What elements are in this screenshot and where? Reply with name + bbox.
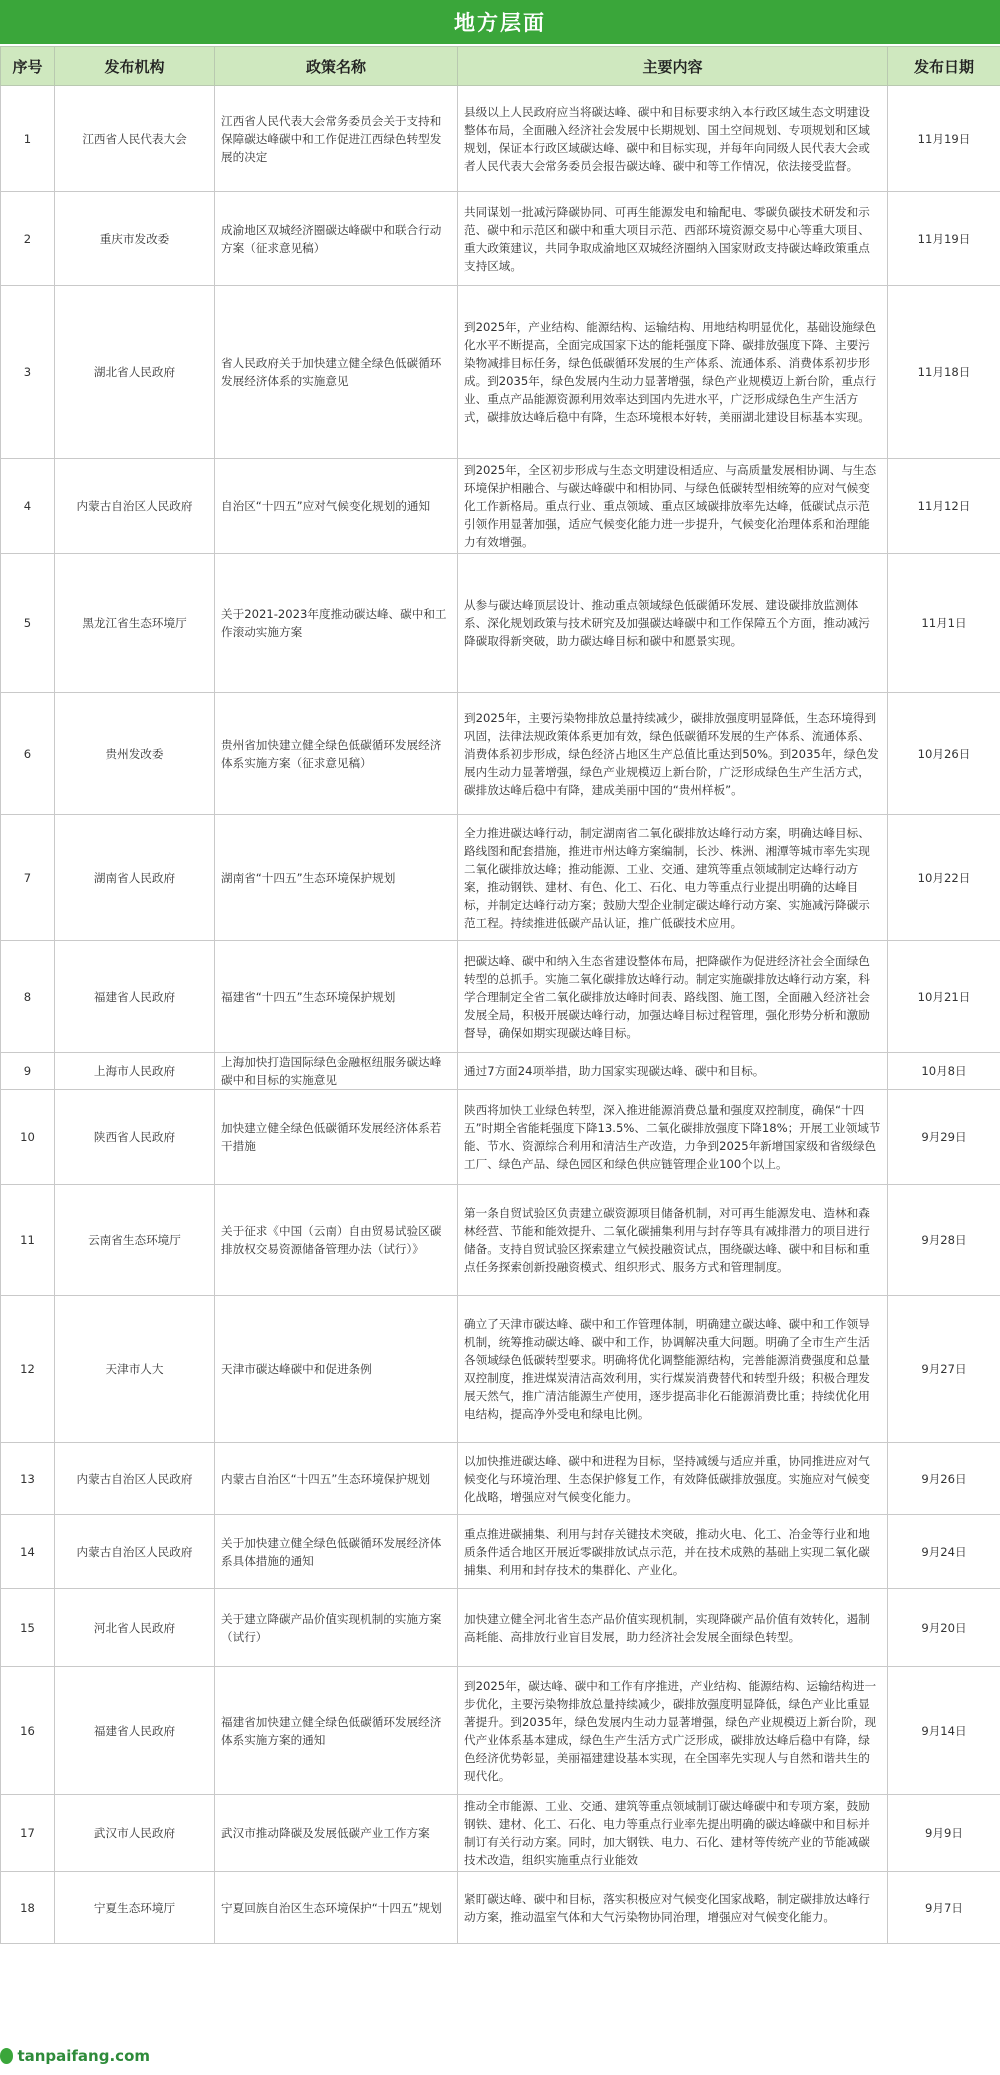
table-row	[1, 1443, 1000, 1515]
row-number: 14	[1, 1515, 55, 1589]
table-row	[1, 459, 1000, 554]
policy-name-cell: 湖南省“十四五”生态环境保护规划	[215, 815, 458, 941]
table-row	[1, 554, 1000, 693]
table-row	[1, 1296, 1000, 1443]
row-number: 2	[1, 192, 55, 286]
content-cell: 到2025年，碳达峰、碳中和工作有序推进，产业结构、能源结构、运输结构进一步优化，主要污染物排放总量持续减少，碳排放强度明显降低，绿色产业比重显著提升。到2035年，绿色发展内生动力显著增强，绿色产业规模迈上新台阶，现代产业体系基本建成，绿色生产生活方式广泛形成，碳排放达峰后稳中有降，绿色经济优势彰显，美丽福建建设基本实现，在全国率先实现人与自然和谐共生的现代化。	[458, 1667, 888, 1795]
publisher-cell: 贵州发改委	[55, 693, 215, 815]
content-cell: 陕西将加快工业绿色转型，深入推进能源消费总量和强度双控制度，确保“十四五”时期全省能耗强度下降13.5%、二氧化碳排放强度下降18%；开展工业领域节能、节水、资源综合利用和清洁生产改造，力争到2025年新增国家级和省级绿色工厂、绿色产品、绿色园区和绿色供应链管理企业100个以上。	[458, 1090, 888, 1185]
policy-name-cell: 省人民政府关于加快建立健全绿色低碳循环发展经济体系的实施意见	[215, 286, 458, 459]
publisher-cell: 黑龙江省生态环境厅	[55, 554, 215, 693]
content-cell: 全力推进碳达峰行动，制定湖南省二氧化碳排放达峰行动方案，明确达峰目标、路线图和配套措施，推进市州达峰方案编制，长沙、株洲、湘潭等城市率先实现二氧化碳排放达峰；推动能源、工业、交通、建筑等重点领域制定达峰行动方案，推动钢铁、建材、有色、化工、石化、电力等重点行业提出明确的达峰目标，并制定达峰行动方案；鼓励大型企业制定碳达峰行动方案、实施减污降碳示范工程。持续推进低碳产品认证，推广低碳技术应用。	[458, 815, 888, 941]
publisher-cell: 云南省生态环境厅	[55, 1185, 215, 1296]
policy-name-cell: 关于加快建立健全绿色低碳循环发展经济体系具体措施的通知	[215, 1515, 458, 1589]
leaf-icon	[0, 2048, 13, 2064]
table-row	[1, 1872, 1000, 1944]
row-number: 6	[1, 693, 55, 815]
table-row	[1, 86, 1000, 192]
date-cell: 11月1日	[888, 554, 1000, 693]
table-row	[1, 941, 1000, 1053]
publisher-cell: 上海市人民政府	[55, 1053, 215, 1090]
date-cell: 9月20日	[888, 1589, 1000, 1667]
date-cell: 9月27日	[888, 1296, 1000, 1443]
policy-name-cell: 关于建立降碳产品价值实现机制的实施方案（试行）	[215, 1589, 458, 1667]
publisher-cell: 陕西省人民政府	[55, 1090, 215, 1185]
policy-name-cell: 福建省加快建立健全绿色低碳循环发展经济体系实施方案的通知	[215, 1667, 458, 1795]
date-cell: 9月7日	[888, 1872, 1000, 1944]
policy-table	[0, 46, 1000, 1944]
header-date: 发布日期	[888, 47, 1000, 86]
header-no: 序号	[1, 47, 55, 86]
date-cell: 11月19日	[888, 192, 1000, 286]
content-cell: 县级以上人民政府应当将碳达峰、碳中和目标要求纳入本行政区域生态文明建设整体布局，全面融入经济社会发展中长期规划、国土空间规划、专项规划和区域规划，保证本行政区域碳达峰、碳中和目标实现，并每年向同级人民代表大会或者人民代表大会常务委员会报告碳达峰、碳中和等工作情况，依法接受监督。	[458, 86, 888, 192]
row-number: 16	[1, 1667, 55, 1795]
date-cell: 9月26日	[888, 1443, 1000, 1515]
row-number: 4	[1, 459, 55, 554]
table-row	[1, 1795, 1000, 1872]
publisher-cell: 天津市人大	[55, 1296, 215, 1443]
row-number: 12	[1, 1296, 55, 1443]
publisher-cell: 内蒙古自治区人民政府	[55, 459, 215, 554]
policy-name-cell: 关于2021-2023年度推动碳达峰、碳中和工作滚动实施方案	[215, 554, 458, 693]
row-number: 1	[1, 86, 55, 192]
content-cell: 确立了天津市碳达峰、碳中和工作管理体制，明确建立碳达峰、碳中和工作领导机制，统筹推动碳达峰、碳中和工作，协调解决重大问题。明确了全市生产生活各领域绿色低碳转型要求。明确将优化调整能源结构，完善能源消费强度和总量双控制度，推进煤炭清洁高效利用，实行煤炭消费替代和转型升级；积极合理发展天然气，推广清洁能源生产使用，逐步提高非化石能源消费比重；持续优化用电结构，提高净外受电和绿电比例。	[458, 1296, 888, 1443]
content-cell: 以加快推进碳达峰、碳中和进程为目标，坚持减缓与适应并重，协同推进应对气候变化与环境治理、生态保护修复工作，有效降低碳排放强度。实施应对气候变化战略，增强应对气候变化能力。	[458, 1443, 888, 1515]
row-number: 9	[1, 1053, 55, 1090]
table-row	[1, 1589, 1000, 1667]
row-number: 8	[1, 941, 55, 1053]
date-cell: 9月9日	[888, 1795, 1000, 1872]
date-cell: 9月29日	[888, 1090, 1000, 1185]
publisher-cell: 内蒙古自治区人民政府	[55, 1443, 215, 1515]
watermark-text: tanpaifang.com	[17, 2047, 150, 2065]
row-number: 11	[1, 1185, 55, 1296]
content-cell: 推动全市能源、工业、交通、建筑等重点领域制订碳达峰碳中和专项方案，鼓励钢铁、建材、化工、石化、电力等重点行业率先提出明确的碳达峰碳中和目标并制订有关行动方案。同时，加大钢铁、电力、石化、建材等传统产业的节能减碳技术改造，组织实施重点行业能效	[458, 1795, 888, 1872]
policy-name-cell: 贵州省加快建立健全绿色低碳循环发展经济体系实施方案（征求意见稿）	[215, 693, 458, 815]
publisher-cell: 宁夏生态环境厅	[55, 1872, 215, 1944]
policy-name-cell: 江西省人民代表大会常务委员会关于支持和保障碳达峰碳中和工作促进江西绿色转型发展的决定	[215, 86, 458, 192]
publisher-cell: 福建省人民政府	[55, 941, 215, 1053]
policy-name-cell: 武汉市推动降碳及发展低碳产业工作方案	[215, 1795, 458, 1872]
table-row	[1, 1090, 1000, 1185]
content-cell: 从参与碳达峰顶层设计、推动重点领域绿色低碳循环发展、建设碳排放监测体系、深化规划政策与技术研究及加强碳达峰碳中和工作保障五个方面，推动减污降碳取得新突破，助力碳达峰目标和碳中和愿景实现。	[458, 554, 888, 693]
header-content: 主要内容	[458, 47, 888, 86]
header-org: 发布机构	[55, 47, 215, 86]
policy-name-cell: 天津市碳达峰碳中和促进条例	[215, 1296, 458, 1443]
table-row	[1, 1515, 1000, 1589]
header-name: 政策名称	[215, 47, 458, 86]
policy-name-cell: 关于征求《中国（云南）自由贸易试验区碳排放权交易资源储备管理办法（试行）》	[215, 1185, 458, 1296]
publisher-cell: 福建省人民政府	[55, 1667, 215, 1795]
content-cell: 第一条自贸试验区负责建立碳资源项目储备机制，对可再生能源发电、造林和森林经营、节能和能效提升、二氧化碳捕集利用与封存等具有减排潜力的项目进行储备。支持自贸试验区探索建立气候投融资试点，围绕碳达峰、碳中和目标和重点任务探索创新投融资模式、组织形式、服务方式和管理制度。	[458, 1185, 888, 1296]
publisher-cell: 河北省人民政府	[55, 1589, 215, 1667]
row-number: 5	[1, 554, 55, 693]
row-number: 17	[1, 1795, 55, 1872]
content-cell: 紧盯碳达峰、碳中和目标，落实积极应对气候变化国家战略，制定碳排放达峰行动方案，推动温室气体和大气污染物协同治理，增强应对气候变化能力。	[458, 1872, 888, 1944]
date-cell: 9月28日	[888, 1185, 1000, 1296]
row-number: 18	[1, 1872, 55, 1944]
policy-name-cell: 福建省“十四五”生态环境保护规划	[215, 941, 458, 1053]
policy-name-cell: 内蒙古自治区“十四五”生态环境保护规划	[215, 1443, 458, 1515]
content-cell: 到2025年，全区初步形成与生态文明建设相适应、与高质量发展相协调、与生态环境保护相融合、与碳达峰碳中和相协同、与绿色低碳转型相统筹的应对气候变化工作新格局。重点行业、重点领域、重点区域碳排放率先达峰，低碳试点示范引领作用显著加强，适应气候变化能力进一步提升，气候变化治理体系和治理能力有效增强。	[458, 459, 888, 554]
table-row	[1, 286, 1000, 459]
table-row	[1, 192, 1000, 286]
table-row	[1, 1667, 1000, 1795]
date-cell: 10月22日	[888, 815, 1000, 941]
content-cell: 通过7方面24项举措，助力国家实现碳达峰、碳中和目标。	[458, 1053, 888, 1090]
row-number: 13	[1, 1443, 55, 1515]
publisher-cell: 武汉市人民政府	[55, 1795, 215, 1872]
table-row	[1, 1185, 1000, 1296]
publisher-cell: 内蒙古自治区人民政府	[55, 1515, 215, 1589]
policy-name-cell: 加快建立健全绿色低碳循环发展经济体系若干措施	[215, 1090, 458, 1185]
content-cell: 把碳达峰、碳中和纳入生态省建设整体布局，把降碳作为促进经济社会全面绿色转型的总抓手。实施二氧化碳排放达峰行动。制定实施碳排放达峰行动方案，科学合理制定全省二氧化碳排放达峰时间表、路线图、施工图，全面融入经济社会发展全局，积极开展碳达峰行动，加强达峰目标过程管理，强化形势分析和激励督导，确保如期实现碳达峰目标。	[458, 941, 888, 1053]
row-number: 10	[1, 1090, 55, 1185]
table-row	[1, 815, 1000, 941]
content-cell: 加快建立健全河北省生态产品价值实现机制，实现降碳产品价值有效转化，遏制高耗能、高排放行业盲目发展，助力经济社会发展全面绿色转型。	[458, 1589, 888, 1667]
table-row	[1, 693, 1000, 815]
publisher-cell: 湖南省人民政府	[55, 815, 215, 941]
date-cell: 11月12日	[888, 459, 1000, 554]
publisher-cell: 江西省人民代表大会	[55, 86, 215, 192]
policy-name-cell: 自治区“十四五”应对气候变化规划的通知	[215, 459, 458, 554]
content-cell: 到2025年，产业结构、能源结构、运输结构、用地结构明显优化，基础设施绿色化水平不断提高，全面完成国家下达的能耗强度下降、碳排放强度下降、主要污染物减排目标任务，绿色低碳循环发展的生产体系、流通体系、消费体系初步形成。到2035年，绿色发展内生动力显著增强，绿色产业规模迈上新台阶，重点行业、重点产品能源资源利用效率达到国内先进水平，广泛形成绿色生产生活方式，碳排放达峰后稳中有降，生态环境根本好转，美丽湖北建设目标基本实现。	[458, 286, 888, 459]
content-cell: 重点推进碳捕集、利用与封存关键技术突破，推动火电、化工、冶金等行业和地质条件适合地区开展近零碳排放试点示范，并在技术成熟的基础上实现二氧化碳捕集、利用和封存技术的集群化、产业化。	[458, 1515, 888, 1589]
table-header-row	[1, 47, 1000, 86]
policy-name-cell: 成渝地区双城经济圈碳达峰碳中和联合行动方案（征求意见稿）	[215, 192, 458, 286]
policy-name-cell: 宁夏回族自治区生态环境保护“十四五”规划	[215, 1872, 458, 1944]
publisher-cell: 湖北省人民政府	[55, 286, 215, 459]
section-title: 地方层面	[454, 11, 546, 35]
date-cell: 10月21日	[888, 941, 1000, 1053]
date-cell: 11月18日	[888, 286, 1000, 459]
publisher-cell: 重庆市发改委	[55, 192, 215, 286]
date-cell: 10月26日	[888, 693, 1000, 815]
section-banner	[0, 0, 1000, 44]
row-number: 7	[1, 815, 55, 941]
policy-name-cell: 上海加快打造国际绿色金融枢纽服务碳达峰碳中和目标的实施意见	[215, 1053, 458, 1090]
content-cell: 到2025年，主要污染物排放总量持续减少，碳排放强度明显降低，生态环境得到巩固，法律法规政策体系更加有效，绿色低碳循环发展的生产体系、流通体系、消费体系初步形成，绿色经济占地区生产总值比重达到50%。到2035年，绿色发展内生动力显著增强，绿色产业规模迈上新台阶，广泛形成绿色生产生活方式，碳排放达峰后稳中有降，建成美丽中国的“贵州样板”。	[458, 693, 888, 815]
date-cell: 9月24日	[888, 1515, 1000, 1589]
row-number: 3	[1, 286, 55, 459]
date-cell: 10月8日	[888, 1053, 1000, 1090]
site-watermark	[0, 2037, 150, 2075]
date-cell: 9月14日	[888, 1667, 1000, 1795]
row-number: 15	[1, 1589, 55, 1667]
table-row	[1, 1053, 1000, 1090]
date-cell: 11月19日	[888, 86, 1000, 192]
content-cell: 共同谋划一批减污降碳协同、可再生能源发电和输配电、零碳负碳技术研发和示范、碳中和示范区和碳中和重大项目示范、西部环境资源交易中心等重大项目、重大政策建议，共同争取成渝地区双城经济圈纳入国家财政支持碳达峰政策重点支持区域。	[458, 192, 888, 286]
